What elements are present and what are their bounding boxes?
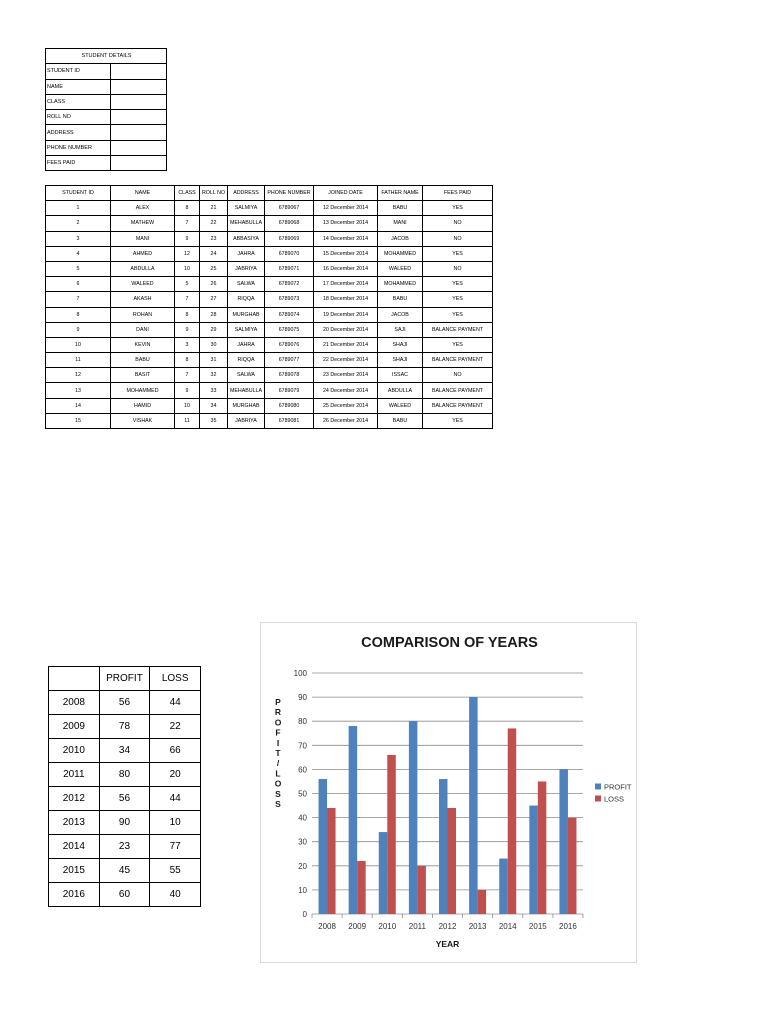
student-table-cell: 22 xyxy=(200,216,228,231)
x-tick-label: 2008 xyxy=(318,922,336,931)
student-table-row xyxy=(46,398,493,413)
bar-profit xyxy=(379,832,388,914)
x-tick-label: 2011 xyxy=(408,922,426,931)
bar-loss xyxy=(478,890,487,914)
bar-profit xyxy=(559,769,568,914)
student-table-row xyxy=(46,261,493,276)
student-table-column-header: FATHER NAME xyxy=(378,186,423,201)
student-table-cell: 17 December 2014 xyxy=(314,277,378,292)
student-table-cell: 34 xyxy=(200,398,228,413)
profit-loss-cell: 2015 xyxy=(49,859,100,883)
profit-loss-cell: 56 xyxy=(99,787,150,811)
bar-loss xyxy=(568,818,577,914)
profit-loss-cell: 90 xyxy=(99,811,150,835)
profit-loss-row xyxy=(49,859,201,883)
student-table-cell: MURGHAB xyxy=(228,307,265,322)
y-tick-label: 40 xyxy=(298,813,307,823)
student-table-cell: AHMED xyxy=(111,246,175,261)
student-table-cell: YES xyxy=(423,246,493,261)
y-tick-label: 20 xyxy=(298,861,307,871)
student-table-cell: BABU xyxy=(378,201,423,216)
details-form-value xyxy=(111,110,167,125)
y-tick-label: 90 xyxy=(298,693,307,703)
student-table-cell: 19 December 2014 xyxy=(314,307,378,322)
student-table-cell: 21 December 2014 xyxy=(314,337,378,352)
bar-loss xyxy=(538,781,547,914)
profit-loss-cell: 44 xyxy=(150,691,201,715)
student-table-cell: 27 xyxy=(200,292,228,307)
details-form-title-row xyxy=(46,49,167,64)
details-form-label: FEES PAID xyxy=(46,156,111,171)
y-tick-label: 80 xyxy=(298,717,307,727)
student-table-cell: MOHAMMED xyxy=(378,277,423,292)
student-table-column-header: PHONE NUMBER xyxy=(265,186,314,201)
profit-loss-row xyxy=(49,763,201,787)
bar-loss xyxy=(448,808,457,914)
chart-title: COMPARISON OF YEARS xyxy=(361,635,538,651)
legend-swatch-profit xyxy=(595,784,601,790)
profit-loss-cell: 2011 xyxy=(49,763,100,787)
student-table-cell: 1 xyxy=(46,201,111,216)
student-table-cell: 2 xyxy=(46,216,111,231)
student-table-cell: MATHEW xyxy=(111,216,175,231)
profit-loss-column-header: LOSS xyxy=(150,667,201,691)
student-table-row xyxy=(46,368,493,383)
student-table-cell: 33 xyxy=(200,383,228,398)
profit-loss-column-header xyxy=(49,667,100,691)
student-table-cell: VISHAK xyxy=(111,413,175,428)
student-table-cell: MEHABULLA xyxy=(228,383,265,398)
profit-loss-cell: 22 xyxy=(150,715,201,739)
student-table-cell: NO xyxy=(423,216,493,231)
student-table-cell: 5 xyxy=(175,277,200,292)
y-tick-label: 50 xyxy=(298,789,307,799)
student-table-column-header: JOINED DATE xyxy=(314,186,378,201)
student-table-cell: 14 xyxy=(46,398,111,413)
x-tick-label: 2009 xyxy=(348,922,367,931)
student-table-cell: 12 xyxy=(46,368,111,383)
student-table-cell: SHAJI xyxy=(378,353,423,368)
y-axis-title: P R O F I T / L O S S xyxy=(274,697,282,809)
student-table-cell: MOHAMMED xyxy=(378,246,423,261)
profit-loss-cell: 55 xyxy=(150,859,201,883)
student-table-cell: 25 December 2014 xyxy=(314,398,378,413)
student-table-cell: MURGHAB xyxy=(228,398,265,413)
student-table-row xyxy=(46,292,493,307)
student-table-row xyxy=(46,322,493,337)
y-tick-label: 30 xyxy=(298,837,307,847)
student-table-cell: 7 xyxy=(175,216,200,231)
student-table-cell: 9 xyxy=(175,322,200,337)
student-table-cell: SALWA xyxy=(228,277,265,292)
student-table-cell: 26 December 2014 xyxy=(314,413,378,428)
details-form-row xyxy=(46,79,167,94)
student-table-cell: 5 xyxy=(46,261,111,276)
profit-loss-row xyxy=(49,715,201,739)
student-table-row xyxy=(46,277,493,292)
student-table-cell: 24 xyxy=(200,246,228,261)
student-table-row xyxy=(46,413,493,428)
student-table-cell: 6789079 xyxy=(265,383,314,398)
x-tick-label: 2015 xyxy=(528,922,547,931)
chart-plot xyxy=(261,623,638,964)
details-form-row xyxy=(46,64,167,79)
profit-loss-column-header: PROFIT xyxy=(99,667,150,691)
student-table-cell: 13 December 2014 xyxy=(314,216,378,231)
details-form-title: STUDENT DETAILS xyxy=(46,49,167,64)
student-table-cell: 6789073 xyxy=(265,292,314,307)
student-table-cell: JABRIYA xyxy=(228,261,265,276)
student-table-cell: 28 xyxy=(200,307,228,322)
y-tick-label: 0 xyxy=(302,910,307,919)
student-table-cell: BABU xyxy=(378,413,423,428)
student-table-cell: 8 xyxy=(175,307,200,322)
bar-profit xyxy=(439,779,448,914)
bar-loss xyxy=(508,728,517,914)
x-axis-title: YEAR xyxy=(435,939,460,949)
student-table-cell: 15 xyxy=(46,413,111,428)
y-tick-label: 10 xyxy=(298,885,307,895)
bar-profit xyxy=(409,721,418,914)
student-table-cell: 11 xyxy=(46,353,111,368)
profit-loss-cell: 44 xyxy=(150,787,201,811)
details-form-label: STUDENT ID xyxy=(46,64,111,79)
student-table-cell: 6789078 xyxy=(265,368,314,383)
student-table-row xyxy=(46,337,493,352)
student-table-cell: 10 xyxy=(175,261,200,276)
details-form-value xyxy=(111,64,167,79)
student-table-cell: 3 xyxy=(175,337,200,352)
student-table-cell: 6789071 xyxy=(265,261,314,276)
student-table-cell: YES xyxy=(423,337,493,352)
student-table-cell: SHAJI xyxy=(378,337,423,352)
details-form-label: CLASS xyxy=(46,94,111,109)
student-table-cell: 18 December 2014 xyxy=(314,292,378,307)
profit-loss-cell: 2009 xyxy=(49,715,100,739)
student-table-cell: MANI xyxy=(111,231,175,246)
student-table-cell: WALEED xyxy=(111,277,175,292)
profit-loss-cell: 2008 xyxy=(49,691,100,715)
profit-loss-cell: 45 xyxy=(99,859,150,883)
student-table-cell: 7 xyxy=(175,368,200,383)
student-table-cell: ROHAN xyxy=(111,307,175,322)
x-tick-label: 2010 xyxy=(378,922,397,931)
student-table-cell: 7 xyxy=(175,292,200,307)
profit-loss-cell: 80 xyxy=(99,763,150,787)
student-table-cell: KEVIN xyxy=(111,337,175,352)
profit-loss-row xyxy=(49,739,201,763)
legend-label-profit: PROFIT xyxy=(604,782,632,792)
student-table-cell: 21 xyxy=(200,201,228,216)
profit-loss-cell: 2014 xyxy=(49,835,100,859)
student-table-cell: JABRIYA xyxy=(228,413,265,428)
student-table-cell: BALANCE PAYMENT xyxy=(423,322,493,337)
legend-swatch-loss xyxy=(595,796,601,802)
student-table-cell: ABBASIYA xyxy=(228,231,265,246)
student-table-cell: JACOB xyxy=(378,231,423,246)
profit-loss-row xyxy=(49,811,201,835)
student-table-cell: MOHAMMED xyxy=(111,383,175,398)
student-table-cell: 6789074 xyxy=(265,307,314,322)
student-table-cell: 8 xyxy=(175,353,200,368)
student-table-cell: 23 xyxy=(200,231,228,246)
student-table-row xyxy=(46,231,493,246)
student-table-cell: 6789072 xyxy=(265,277,314,292)
student-table-cell: ABDULLA xyxy=(111,261,175,276)
profit-loss-row xyxy=(49,883,201,907)
profit-loss-cell: 40 xyxy=(150,883,201,907)
profit-loss-cell: 34 xyxy=(99,739,150,763)
student-table-cell: BALANCE PAYMENT xyxy=(423,353,493,368)
profit-loss-row xyxy=(49,691,201,715)
student-table-cell: WALEED xyxy=(378,398,423,413)
details-form-row xyxy=(46,110,167,125)
details-form-label: NAME xyxy=(46,79,111,94)
student-table-cell: JAHRA xyxy=(228,246,265,261)
student-table-cell: WALEED xyxy=(378,261,423,276)
student-table-cell: 24 December 2014 xyxy=(314,383,378,398)
profit-loss-cell: 10 xyxy=(150,811,201,835)
profit-loss-cell: 66 xyxy=(150,739,201,763)
student-table-cell: JAHRA xyxy=(228,337,265,352)
details-form-label: ROLL NO xyxy=(46,110,111,125)
student-table-cell: 10 xyxy=(46,337,111,352)
student-table-cell: 23 December 2014 xyxy=(314,368,378,383)
profit-loss-table xyxy=(48,666,201,907)
student-table-cell: 6789075 xyxy=(265,322,314,337)
student-table-cell: JACOB xyxy=(378,307,423,322)
details-form-row xyxy=(46,94,167,109)
student-table-column-header: FEES PAID xyxy=(423,186,493,201)
student-table-column-header: CLASS xyxy=(175,186,200,201)
details-form-value xyxy=(111,79,167,94)
details-form-value xyxy=(111,156,167,171)
x-tick-label: 2012 xyxy=(438,922,457,931)
student-table-cell: YES xyxy=(423,307,493,322)
student-table-cell: 3 xyxy=(46,231,111,246)
student-table-cell: RIQQA xyxy=(228,292,265,307)
student-table-column-header: NAME xyxy=(111,186,175,201)
student-table-cell: NO xyxy=(423,368,493,383)
student-table-cell: 6789068 xyxy=(265,216,314,231)
profit-loss-cell: 2016 xyxy=(49,883,100,907)
student-table-cell: MEHABULLA xyxy=(228,216,265,231)
bar-profit xyxy=(469,697,478,914)
student-table-cell: BABU xyxy=(378,292,423,307)
profit-loss-cell: 2013 xyxy=(49,811,100,835)
profit-loss-row xyxy=(49,835,201,859)
student-table-column-header: ADDRESS xyxy=(228,186,265,201)
student-table-column-header: STUDENT ID xyxy=(46,186,111,201)
student-table-row xyxy=(46,216,493,231)
details-form-value xyxy=(111,125,167,140)
student-table-cell: BALANCE PAYMENT xyxy=(423,398,493,413)
student-table-cell: 6789069 xyxy=(265,231,314,246)
student-table-cell: 32 xyxy=(200,368,228,383)
student-table-cell: 9 xyxy=(175,383,200,398)
student-table-cell: 31 xyxy=(200,353,228,368)
student-table-cell: NO xyxy=(423,261,493,276)
student-table-cell: ISSAC xyxy=(378,368,423,383)
student-table-row xyxy=(46,246,493,261)
student-table-cell: YES xyxy=(423,201,493,216)
student-table-cell: 6789081 xyxy=(265,413,314,428)
profit-loss-cell: 60 xyxy=(99,883,150,907)
details-form-row xyxy=(46,125,167,140)
student-table-cell: 26 xyxy=(200,277,228,292)
student-table-cell: 10 xyxy=(175,398,200,413)
student-table-cell: 9 xyxy=(46,322,111,337)
profit-loss-row xyxy=(49,787,201,811)
student-table-cell: YES xyxy=(423,277,493,292)
comparison-chart xyxy=(260,622,637,963)
student-table-cell: 4 xyxy=(46,246,111,261)
profit-loss-cell: 23 xyxy=(99,835,150,859)
bar-loss xyxy=(327,808,336,914)
student-table-cell: RIQQA xyxy=(228,353,265,368)
student-table-cell: AKASH xyxy=(111,292,175,307)
details-form-value xyxy=(111,140,167,155)
bar-loss xyxy=(357,861,366,914)
student-table-cell: ALEX xyxy=(111,201,175,216)
student-table-cell: 6789070 xyxy=(265,246,314,261)
student-table-cell: ABDULLA xyxy=(378,383,423,398)
student-details-form xyxy=(45,48,167,171)
student-table-cell: 7 xyxy=(46,292,111,307)
student-table-cell: 8 xyxy=(175,201,200,216)
student-table-cell: 8 xyxy=(46,307,111,322)
student-table-cell: 22 December 2014 xyxy=(314,353,378,368)
student-table-cell: DANI xyxy=(111,322,175,337)
student-table-cell: 14 December 2014 xyxy=(314,231,378,246)
y-tick-label: 70 xyxy=(298,741,307,751)
student-table-cell: 29 xyxy=(200,322,228,337)
bar-loss xyxy=(417,866,426,914)
student-table-cell: 12 December 2014 xyxy=(314,201,378,216)
y-tick-label: 100 xyxy=(293,669,307,678)
student-table-cell: HAMID xyxy=(111,398,175,413)
bar-loss xyxy=(387,755,396,914)
student-table-cell: 6789077 xyxy=(265,353,314,368)
student-table-cell: 6789076 xyxy=(265,337,314,352)
student-table-cell: YES xyxy=(423,292,493,307)
bar-profit xyxy=(529,806,538,914)
student-table-header xyxy=(46,186,493,201)
x-tick-label: 2016 xyxy=(559,922,577,931)
student-table-cell: 35 xyxy=(200,413,228,428)
student-table-cell: 30 xyxy=(200,337,228,352)
student-table xyxy=(45,185,493,429)
student-table-cell: 20 December 2014 xyxy=(314,322,378,337)
profit-loss-cell: 56 xyxy=(99,691,150,715)
student-table-row xyxy=(46,353,493,368)
student-table-cell: 16 December 2014 xyxy=(314,261,378,276)
student-table-row xyxy=(46,201,493,216)
student-table-cell: NO xyxy=(423,231,493,246)
student-table-cell: 13 xyxy=(46,383,111,398)
student-table-row xyxy=(46,307,493,322)
bar-profit xyxy=(499,859,508,914)
student-table-column-header: ROLL NO xyxy=(200,186,228,201)
student-table-cell: BABU xyxy=(111,353,175,368)
student-table-cell: 11 xyxy=(175,413,200,428)
student-table-cell: 25 xyxy=(200,261,228,276)
details-form-row xyxy=(46,156,167,171)
x-tick-label: 2014 xyxy=(498,922,517,931)
student-table-cell: SALWA xyxy=(228,368,265,383)
details-form-value xyxy=(111,94,167,109)
profit-loss-cell: 78 xyxy=(99,715,150,739)
student-table-cell: BASIT xyxy=(111,368,175,383)
student-table-cell: SAJI xyxy=(378,322,423,337)
profit-loss-header xyxy=(49,667,201,691)
bar-profit xyxy=(319,779,328,914)
student-table-cell: BALANCE PAYMENT xyxy=(423,383,493,398)
profit-loss-cell: 2010 xyxy=(49,739,100,763)
student-table-cell: 6789067 xyxy=(265,201,314,216)
student-table-cell: 12 xyxy=(175,246,200,261)
student-table-cell: 9 xyxy=(175,231,200,246)
profit-loss-cell: 2012 xyxy=(49,787,100,811)
legend-label-loss: LOSS xyxy=(604,794,625,804)
profit-loss-cell: 77 xyxy=(150,835,201,859)
student-table-cell: 6 xyxy=(46,277,111,292)
details-form-row xyxy=(46,140,167,155)
student-table-row xyxy=(46,383,493,398)
student-table-cell: YES xyxy=(423,413,493,428)
student-table-cell: 15 December 2014 xyxy=(314,246,378,261)
details-form-label: PHONE NUMBER xyxy=(46,140,111,155)
student-table-cell: SALMIYA xyxy=(228,201,265,216)
details-form-label: ADDRESS xyxy=(46,125,111,140)
student-table-cell: SALMIYA xyxy=(228,322,265,337)
bar-profit xyxy=(349,726,358,914)
student-table-cell: 6789080 xyxy=(265,398,314,413)
x-tick-label: 2013 xyxy=(468,922,487,931)
student-table-cell: MANI xyxy=(378,216,423,231)
y-tick-label: 60 xyxy=(298,765,307,775)
profit-loss-cell: 20 xyxy=(150,763,201,787)
